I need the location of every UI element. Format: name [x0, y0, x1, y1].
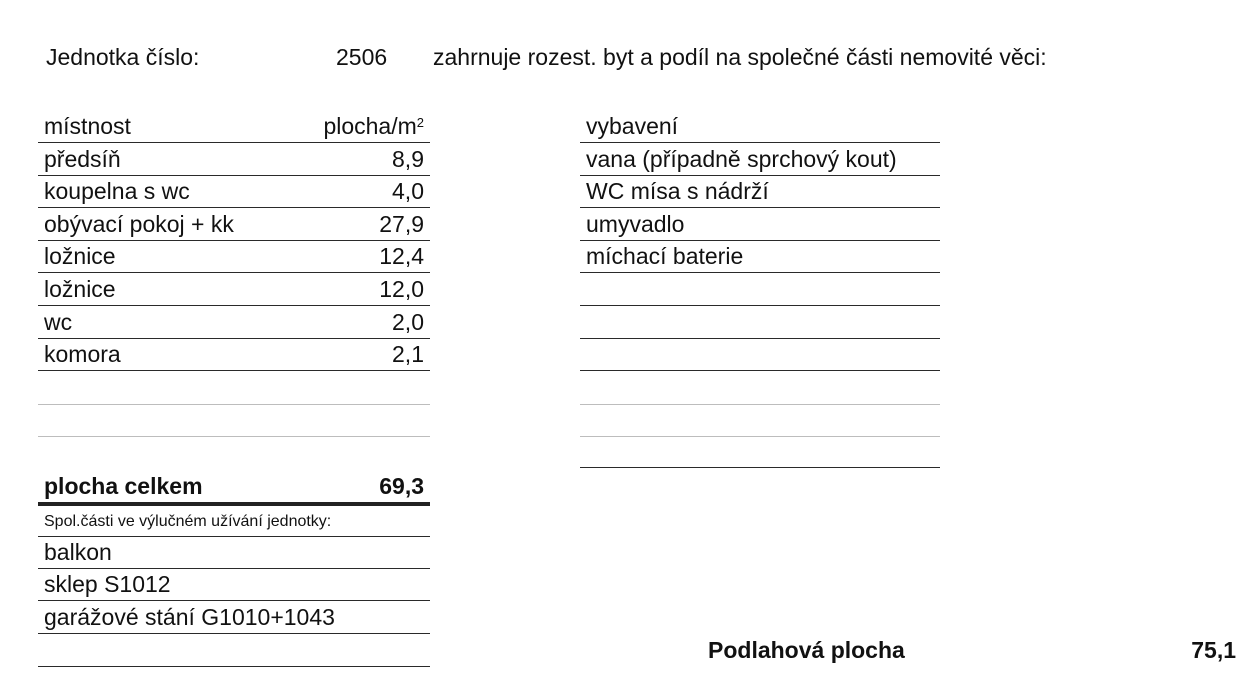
room-name: předsíň [44, 146, 121, 172]
room-area: 12,0 [379, 276, 424, 302]
floor-area-label: Podlahová plocha [708, 637, 905, 663]
rule [580, 175, 940, 176]
rule [38, 240, 430, 241]
equipment-item: umyvadlo [586, 211, 685, 237]
rule [38, 633, 430, 634]
rule [38, 305, 430, 306]
room-name: komora [44, 341, 121, 367]
common-part-item: balkon [44, 539, 112, 565]
rule-empty [580, 370, 940, 371]
room-area: 4,0 [392, 178, 424, 204]
rule [38, 207, 430, 208]
rule-empty [38, 666, 430, 667]
rule-empty [580, 338, 940, 339]
floor-area-value: 75,1 [1191, 637, 1236, 663]
total-label: plocha celkem [44, 473, 203, 499]
rule-empty [38, 404, 430, 405]
total-value: 69,3 [379, 473, 424, 499]
equipment-item: WC mísa s nádrží [586, 178, 769, 204]
room-area: 12,4 [379, 243, 424, 269]
total-rule [38, 502, 430, 506]
rule [38, 536, 430, 537]
room-name: obývací pokoj + kk [44, 211, 234, 237]
rule [580, 240, 940, 241]
column-header-area [323, 115, 424, 138]
rule [580, 142, 940, 143]
equipment-item: vana (případně sprchový kout) [586, 146, 897, 172]
common-parts-heading: Spol.části ve výlučném užívání jednotky: [44, 513, 332, 530]
rule [38, 142, 430, 143]
rule [38, 175, 430, 176]
column-header-area-sup: 2 [416, 115, 424, 130]
rule [580, 272, 940, 273]
room-name: wc [44, 309, 73, 335]
rule-empty [38, 436, 430, 437]
rule [38, 338, 430, 339]
rule [38, 272, 430, 273]
unit-number: 2506 [336, 44, 388, 70]
rule [38, 600, 430, 601]
common-part-item: sklep S1012 [44, 571, 171, 597]
rule-empty [580, 467, 940, 468]
room-area: 2,1 [392, 341, 424, 367]
rule-empty [580, 404, 940, 405]
unit-description: zahrnuje rozest. byt a podíl na společné části nemovité věci: [433, 44, 1047, 70]
room-name: ložnice [44, 276, 116, 302]
room-area: 2,0 [392, 309, 424, 335]
column-header-area-text: plocha/m [323, 113, 417, 139]
unit-label: Jednotka číslo: [46, 44, 200, 70]
rule [38, 370, 430, 371]
room-area: 8,9 [392, 146, 424, 172]
room-name: ložnice [44, 243, 116, 269]
rule [580, 207, 940, 208]
equipment-item: míchací baterie [586, 243, 744, 269]
rule [38, 568, 430, 569]
room-area: 27,9 [379, 211, 424, 237]
equipment-heading: vybavení [586, 113, 679, 139]
room-name: koupelna s wc [44, 178, 190, 204]
column-header-room: místnost [44, 113, 131, 139]
rule-empty [580, 436, 940, 437]
rule-empty [580, 305, 940, 306]
common-part-item: garážové stání G1010+1043 [44, 604, 335, 630]
